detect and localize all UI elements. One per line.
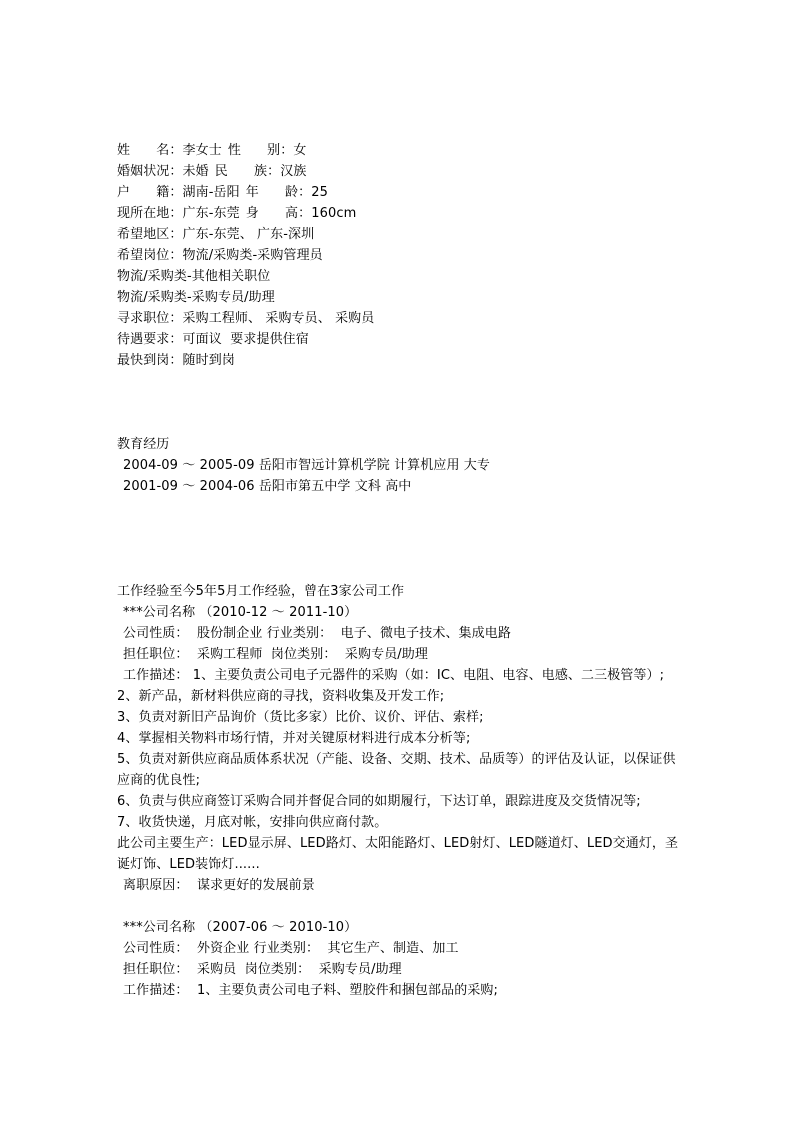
- name-label: 姓 名：: [117, 143, 183, 158]
- hukou-value: 湖南-岳阳: [182, 185, 240, 200]
- start-label: 最快到岗：: [117, 353, 183, 368]
- profile-row-name-gender: [117, 140, 687, 161]
- spacer: [117, 896, 687, 917]
- desired-area-value: 广东-东莞、 广东-深圳: [182, 227, 315, 242]
- job-detail: 3、负责对新旧产品询价（货比多家）比价、议价、评估、索样;: [117, 710, 484, 725]
- job-position: 担任职位： 采购员 岗位类别： 采购专员/助理: [123, 962, 402, 977]
- age-label: 年 龄：: [245, 185, 312, 200]
- location-value: 广东-东莞: [182, 206, 240, 221]
- job-company: ***公司名称 （2007-06 ～ 2010-10）: [123, 920, 358, 935]
- education-item: 2001-09 ～ 2004-06 岳阳市第五中学 文科 高中: [123, 479, 412, 494]
- job-detail: 5、负责对新供应商品质体系状况（产能、设备、交期、技术、品质等）的评估及认证，以保证供应商的优良性;: [117, 752, 676, 788]
- profile-row-marital-ethnic: [117, 161, 687, 182]
- marital-label: 婚姻状况：: [117, 164, 183, 179]
- job-position: 担任职位： 采购工程师 岗位类别： 采购专员/助理: [123, 647, 428, 662]
- profile-row-seek: [117, 308, 687, 329]
- age-value: 25: [311, 185, 328, 200]
- job-detail: 6、负责与供应商签订采购合同并督促合同的如期履行，下达订单，跟踪进度及交货情况等;: [117, 794, 641, 809]
- profile-row-start: [117, 350, 687, 371]
- job-leave-reason: 离职原因： 谋求更好的发展前景: [123, 878, 315, 893]
- salary-value: 可面议 要求提供住宿: [182, 332, 309, 347]
- job-company: ***公司名称 （2010-12 ～ 2011-10）: [123, 605, 358, 620]
- hukou-label: 户 籍：: [117, 185, 183, 200]
- marital-value: 未婚: [182, 164, 209, 179]
- job-nature: 公司性质： 股份制企业 行业类别： 电子、微电子技术、集成电路: [123, 626, 511, 641]
- ethnic-label: 民 族：: [214, 164, 281, 179]
- profile-row-salary: [117, 329, 687, 350]
- desired-post-value: 物流/采购类-采购管理员: [182, 248, 323, 263]
- job-nature: 公司性质： 外资企业 行业类别： 其它生产、制造、加工: [123, 941, 459, 956]
- name-value: 李女士: [182, 143, 222, 158]
- resume-content: [117, 140, 687, 1001]
- salary-label: 待遇要求：: [117, 332, 183, 347]
- desired-area-label: 希望地区：: [117, 227, 183, 242]
- profile-row-hukou-age: [117, 182, 687, 203]
- desired-post-line-3: 物流/采购类-采购专员/助理: [117, 290, 275, 305]
- desired-post-line-2: 物流/采购类-其他相关职位: [117, 269, 271, 284]
- gender-label: 性 别：: [227, 143, 294, 158]
- location-label: 现所在地：: [117, 206, 183, 221]
- seek-value: 采购工程师、 采购专员、 采购员: [182, 311, 375, 326]
- height-value: 160cm: [311, 206, 357, 221]
- spacer: [117, 371, 687, 434]
- gender-value: 女: [293, 143, 307, 158]
- job-detail: 4、掌握相关物料市场行情，并对关键原材料进行成本分析等;: [117, 731, 471, 746]
- seek-label: 寻求职位：: [117, 311, 183, 326]
- education-title: 教育经历: [117, 437, 170, 452]
- profile-row-desired-post: [117, 245, 687, 266]
- education-item: 2004-09 ～ 2005-09 岳阳市智远计算机学院 计算机应用 大专: [123, 458, 490, 473]
- job-detail: 此公司主要生产：LED显示屏、LED路灯、太阳能路灯、LED射灯、LED隧道灯、LED交通灯，圣诞灯饰、LED装饰灯......: [117, 836, 679, 872]
- work-summary: 工作经验至今5年5月工作经验，曾在3家公司工作: [117, 584, 405, 599]
- job-detail: 7、收货快递，月底对帐，安排向供应商付款。: [117, 815, 388, 830]
- spacer: [117, 497, 687, 581]
- job-detail: 2、新产品，新材料供应商的寻找，资料收集及开发工作;: [117, 689, 445, 704]
- start-value: 随时到岗: [182, 353, 235, 368]
- profile-row-desired-area: [117, 224, 687, 245]
- ethnic-value: 汉族: [280, 164, 307, 179]
- height-label: 身 高：: [245, 206, 312, 221]
- desired-post-label: 希望岗位：: [117, 248, 183, 263]
- job-description: 工作描述： 1、主要负责公司电子料、塑胶件和捆包部品的采购;: [123, 983, 499, 998]
- profile-row-location-height: [117, 203, 687, 224]
- job-description: 工作描述： 1、主要负责公司电子元器件的采购（如：IC、电阻、电容、电感、二三极管等）;: [123, 668, 665, 683]
